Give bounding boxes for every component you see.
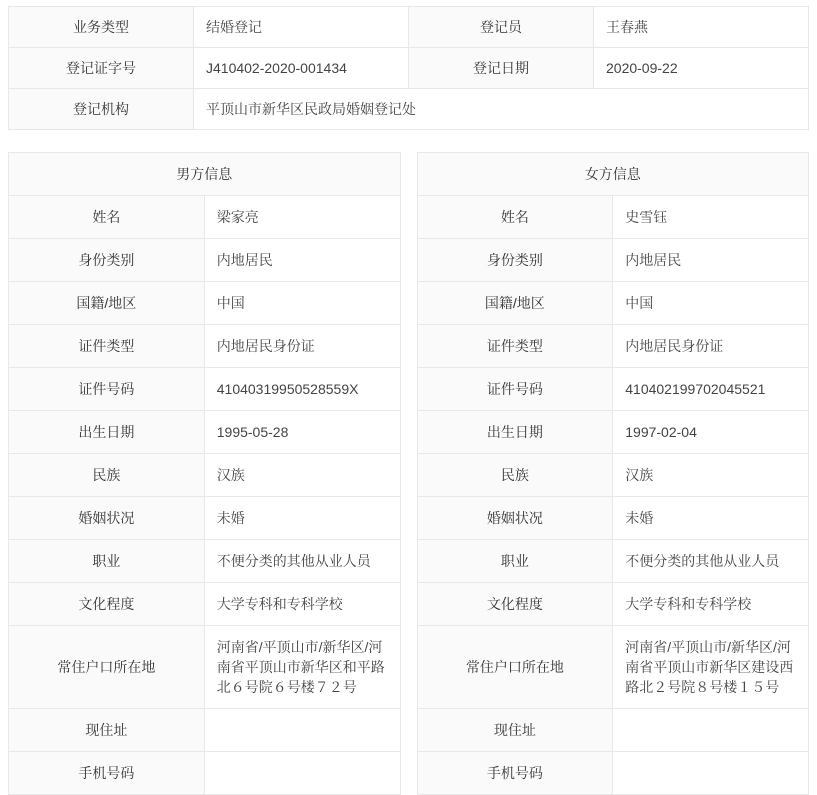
table-row <box>9 411 401 454</box>
male-value-identity-type: 内地居民 <box>204 239 400 282</box>
table-row <box>417 626 809 709</box>
female-value-occupation: 不便分类的其他从业人员 <box>613 540 809 583</box>
male-label-current-address: 现住址 <box>9 709 205 752</box>
male-label-ethnicity: 民族 <box>9 454 205 497</box>
female-value-registered-residence: 河南省/平顶山市/新华区/河南省平顶山市新华区建设西路北２号院８号楼１５号 <box>613 626 809 709</box>
table-row <box>417 368 809 411</box>
female-info-column <box>417 152 810 795</box>
table-row <box>417 752 809 795</box>
field-label-business-type: 业务类型 <box>9 7 194 48</box>
female-label-phone: 手机号码 <box>417 752 613 795</box>
table-row <box>9 709 401 752</box>
field-label-certificate-number: 登记证字号 <box>9 48 194 89</box>
male-value-birth-date: 1995-05-28 <box>204 411 400 454</box>
table-header-row <box>417 153 809 196</box>
table-row <box>417 709 809 752</box>
table-row <box>9 282 401 325</box>
table-row <box>417 540 809 583</box>
male-label-identity-type: 身份类别 <box>9 239 205 282</box>
male-value-occupation: 不便分类的其他从业人员 <box>204 540 400 583</box>
female-label-marital-status: 婚姻状况 <box>417 497 613 540</box>
female-label-id-type: 证件类型 <box>417 325 613 368</box>
table-row <box>9 196 401 239</box>
female-label-ethnicity: 民族 <box>417 454 613 497</box>
male-label-birth-date: 出生日期 <box>9 411 205 454</box>
table-row <box>9 454 401 497</box>
female-info-title: 女方信息 <box>417 153 809 196</box>
party-info-columns <box>8 152 809 795</box>
female-value-nationality: 中国 <box>613 282 809 325</box>
table-row <box>9 89 809 130</box>
male-info-table <box>8 152 401 795</box>
male-label-phone: 手机号码 <box>9 752 205 795</box>
female-label-birth-date: 出生日期 <box>417 411 613 454</box>
female-value-id-number: 410402199702045521 <box>613 368 809 411</box>
field-value-registration-org: 平顶山市新华区民政局婚姻登记处 <box>194 89 809 130</box>
table-row <box>417 282 809 325</box>
table-row <box>9 239 401 282</box>
male-value-id-number: 41040319950528559X <box>204 368 400 411</box>
male-value-current-address <box>204 709 400 752</box>
female-value-phone <box>613 752 809 795</box>
table-row <box>9 540 401 583</box>
registration-summary-table <box>8 6 809 130</box>
male-label-education: 文化程度 <box>9 583 205 626</box>
female-label-name: 姓名 <box>417 196 613 239</box>
table-row <box>9 583 401 626</box>
female-value-identity-type: 内地居民 <box>613 239 809 282</box>
table-row <box>417 196 809 239</box>
table-header-row <box>9 153 401 196</box>
table-row <box>9 626 401 709</box>
male-value-ethnicity: 汉族 <box>204 454 400 497</box>
female-value-ethnicity: 汉族 <box>613 454 809 497</box>
field-label-registrar: 登记员 <box>409 7 594 48</box>
table-row <box>417 454 809 497</box>
table-row <box>417 583 809 626</box>
male-value-nationality: 中国 <box>204 282 400 325</box>
female-value-current-address <box>613 709 809 752</box>
field-value-registrar: 王春燕 <box>594 7 809 48</box>
male-label-id-number: 证件号码 <box>9 368 205 411</box>
female-label-identity-type: 身份类别 <box>417 239 613 282</box>
table-row <box>417 325 809 368</box>
male-value-phone <box>204 752 400 795</box>
female-label-nationality: 国籍/地区 <box>417 282 613 325</box>
table-row <box>9 497 401 540</box>
female-label-occupation: 职业 <box>417 540 613 583</box>
table-row <box>9 48 809 89</box>
table-row <box>9 752 401 795</box>
female-label-registered-residence: 常住户口所在地 <box>417 626 613 709</box>
female-value-id-type: 内地居民身份证 <box>613 325 809 368</box>
male-value-marital-status: 未婚 <box>204 497 400 540</box>
male-label-name: 姓名 <box>9 196 205 239</box>
table-row <box>417 239 809 282</box>
female-label-current-address: 现住址 <box>417 709 613 752</box>
female-value-name: 史雪钰 <box>613 196 809 239</box>
table-row <box>9 325 401 368</box>
male-label-marital-status: 婚姻状况 <box>9 497 205 540</box>
table-row <box>9 368 401 411</box>
male-label-id-type: 证件类型 <box>9 325 205 368</box>
male-info-column <box>8 152 401 795</box>
male-value-education: 大学专科和专科学校 <box>204 583 400 626</box>
male-label-nationality: 国籍/地区 <box>9 282 205 325</box>
table-row <box>417 411 809 454</box>
female-value-education: 大学专科和专科学校 <box>613 583 809 626</box>
male-value-name: 梁家亮 <box>204 196 400 239</box>
table-row <box>417 497 809 540</box>
field-value-registration-date: 2020-09-22 <box>594 48 809 89</box>
female-info-table <box>417 152 810 795</box>
female-value-birth-date: 1997-02-04 <box>613 411 809 454</box>
male-label-registered-residence: 常住户口所在地 <box>9 626 205 709</box>
female-label-id-number: 证件号码 <box>417 368 613 411</box>
male-value-id-type: 内地居民身份证 <box>204 325 400 368</box>
male-label-occupation: 职业 <box>9 540 205 583</box>
table-row <box>9 7 809 48</box>
field-label-registration-org: 登记机构 <box>9 89 194 130</box>
male-info-title: 男方信息 <box>9 153 401 196</box>
female-label-education: 文化程度 <box>417 583 613 626</box>
field-label-registration-date: 登记日期 <box>409 48 594 89</box>
field-value-business-type: 结婚登记 <box>194 7 409 48</box>
female-value-marital-status: 未婚 <box>613 497 809 540</box>
field-value-certificate-number: J410402-2020-001434 <box>194 48 409 89</box>
male-value-registered-residence: 河南省/平顶山市/新华区/河南省平顶山市新华区和平路北６号院６号楼７２号 <box>204 626 400 709</box>
